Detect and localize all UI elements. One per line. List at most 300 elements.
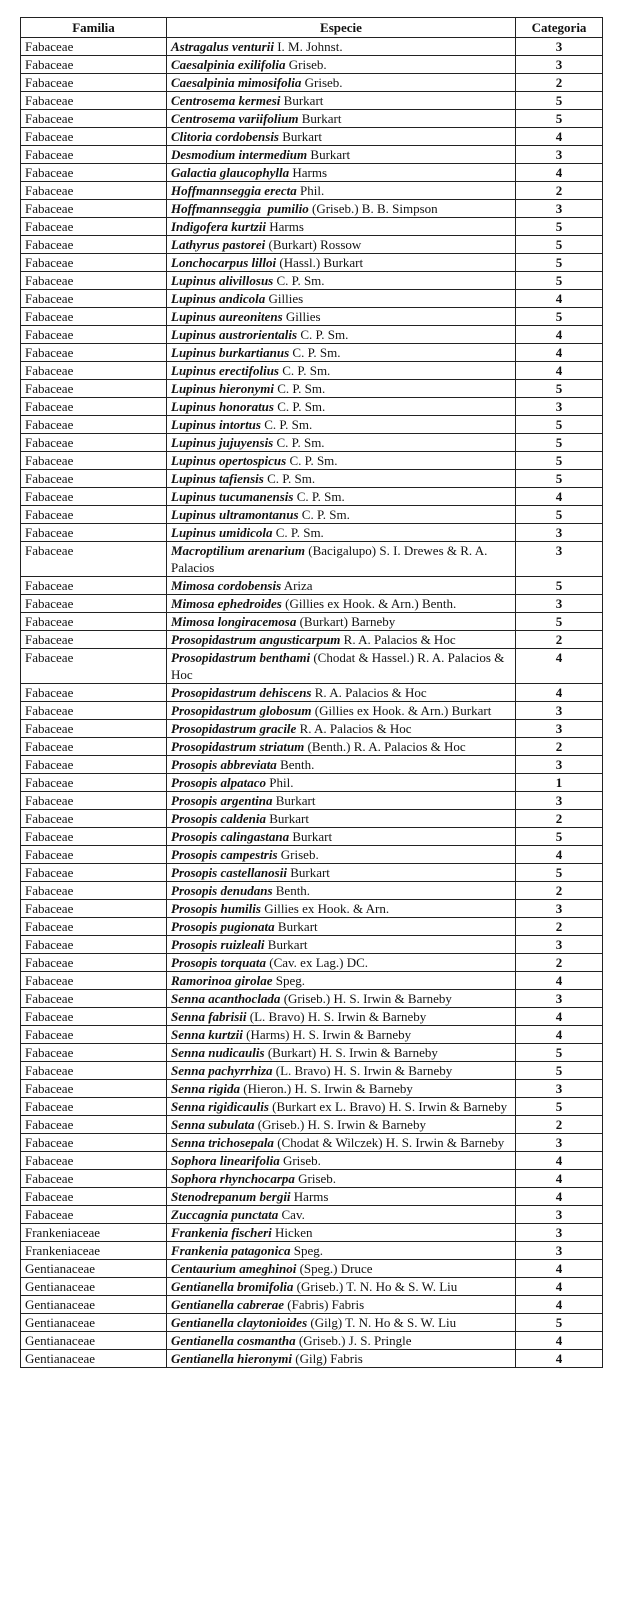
cell-familia: Fabaceae	[21, 792, 167, 810]
species-name: Lupinus erectifolius	[171, 363, 279, 378]
cell-categoria: 3	[516, 702, 603, 720]
cell-categoria: 4	[516, 362, 603, 380]
cell-familia: Fabaceae	[21, 200, 167, 218]
cell-especie	[167, 38, 516, 56]
cell-especie	[167, 362, 516, 380]
species-author: Speg.	[272, 973, 305, 988]
table-row	[21, 326, 603, 344]
species-name: Prosopis pugionata	[171, 919, 275, 934]
table-row	[21, 398, 603, 416]
cell-categoria: 4	[516, 649, 603, 684]
table-row	[21, 1116, 603, 1134]
cell-categoria: 3	[516, 524, 603, 542]
table-row	[21, 218, 603, 236]
table-row	[21, 380, 603, 398]
cell-especie	[167, 774, 516, 792]
cell-familia: Gentianaceae	[21, 1278, 167, 1296]
cell-especie	[167, 92, 516, 110]
table-row	[21, 200, 603, 218]
cell-familia: Fabaceae	[21, 272, 167, 290]
species-author: (Griseb.) B. B. Simpson	[308, 201, 438, 216]
table-row	[21, 254, 603, 272]
cell-categoria: 2	[516, 74, 603, 92]
cell-familia: Fabaceae	[21, 56, 167, 74]
cell-categoria: 4	[516, 1278, 603, 1296]
table-row	[21, 720, 603, 738]
cell-familia: Fabaceae	[21, 882, 167, 900]
table-row	[21, 1296, 603, 1314]
species-author: R. A. Palacios & Hoc	[311, 685, 427, 700]
species-author: C. P. Sm.	[273, 399, 326, 414]
table-row	[21, 1008, 603, 1026]
species-author: (Burkart) H. S. Irwin & Barneby	[264, 1045, 438, 1060]
cell-especie	[167, 1152, 516, 1170]
cell-familia: Fabaceae	[21, 182, 167, 200]
species-name: Senna trichosepala	[171, 1135, 274, 1150]
cell-especie	[167, 1278, 516, 1296]
cell-familia: Fabaceae	[21, 649, 167, 684]
species-author: Gillies	[265, 291, 304, 306]
cell-especie	[167, 506, 516, 524]
table-row	[21, 810, 603, 828]
species-name: Astragalus venturii	[171, 39, 274, 54]
cell-familia: Fabaceae	[21, 1116, 167, 1134]
cell-especie	[167, 542, 516, 577]
species-author: Burkart	[265, 811, 309, 826]
species-author: (Gilg) Fabris	[291, 1351, 363, 1366]
species-name: Prosopidastrum gracile	[171, 721, 297, 736]
cell-categoria: 4	[516, 326, 603, 344]
cell-familia: Fabaceae	[21, 164, 167, 182]
table-row	[21, 684, 603, 702]
species-author: R. A. Palacios & Hoc	[296, 721, 412, 736]
cell-especie	[167, 164, 516, 182]
species-author: (Speg.) Druce	[296, 1261, 373, 1276]
species-author: C. P. Sm.	[273, 273, 325, 288]
cell-especie	[167, 1206, 516, 1224]
cell-categoria: 5	[516, 254, 603, 272]
cell-categoria: 5	[516, 308, 603, 326]
species-author: Griseb.	[294, 1171, 337, 1186]
cell-categoria: 5	[516, 1062, 603, 1080]
cell-especie	[167, 972, 516, 990]
cell-familia: Fabaceae	[21, 254, 167, 272]
species-name: Prosopis abbreviata	[171, 757, 277, 772]
table-row	[21, 308, 603, 326]
cell-categoria: 5	[516, 506, 603, 524]
table-row	[21, 882, 603, 900]
species-name: Senna acanthoclada	[171, 991, 281, 1006]
species-name: Prosopis ruizleali	[171, 937, 265, 952]
cell-familia: Fabaceae	[21, 702, 167, 720]
cell-familia: Fabaceae	[21, 344, 167, 362]
table-row	[21, 954, 603, 972]
table-row	[21, 182, 603, 200]
cell-categoria: 4	[516, 684, 603, 702]
cell-especie	[167, 380, 516, 398]
species-name: Lupinus intortus	[171, 417, 261, 432]
cell-categoria: 5	[516, 452, 603, 470]
species-name: Macroptilium arenarium	[171, 543, 305, 558]
cell-especie	[167, 1134, 516, 1152]
cell-categoria: 4	[516, 846, 603, 864]
species-author: (Bacigalupo) S. I. Drewes & R. A. Palacios	[171, 543, 488, 575]
species-name: Lupinus tafiensis	[171, 471, 264, 486]
species-name: Prosopidastrum striatum	[171, 739, 305, 754]
cell-categoria: 4	[516, 1188, 603, 1206]
species-name: Gentianella cosmantha	[171, 1333, 296, 1348]
table-row	[21, 1332, 603, 1350]
cell-familia: Fabaceae	[21, 756, 167, 774]
table-row	[21, 1350, 603, 1368]
cell-familia: Fabaceae	[21, 595, 167, 613]
cell-familia: Fabaceae	[21, 218, 167, 236]
species-name: Galactia glaucophylla	[171, 165, 290, 180]
cell-familia: Fabaceae	[21, 290, 167, 308]
table-row	[21, 1044, 603, 1062]
cell-familia: Fabaceae	[21, 954, 167, 972]
cell-categoria: 3	[516, 38, 603, 56]
species-name: Lupinus jujuyensis	[171, 435, 274, 450]
cell-especie	[167, 182, 516, 200]
species-author: R. A. Palacios & Hoc	[340, 632, 456, 647]
table-row	[21, 1026, 603, 1044]
cell-especie	[167, 1296, 516, 1314]
species-name: Senna pachyrrhiza	[171, 1063, 273, 1078]
cell-categoria: 3	[516, 792, 603, 810]
cell-categoria: 2	[516, 631, 603, 649]
table-row	[21, 128, 603, 146]
species-name: Zuccagnia punctata	[171, 1207, 279, 1222]
species-name: Clitoria cordobensis	[171, 129, 279, 144]
species-author: Phil.	[265, 775, 294, 790]
table-row	[21, 738, 603, 756]
cell-familia: Fabaceae	[21, 810, 167, 828]
cell-categoria: 3	[516, 146, 603, 164]
cell-especie	[167, 470, 516, 488]
species-author: Gillies	[282, 309, 321, 324]
species-name: Lupinus alivillosus	[171, 273, 274, 288]
cell-familia: Gentianaceae	[21, 1260, 167, 1278]
species-author: C. P. Sm.	[293, 489, 345, 504]
species-name: Caesalpinia exilifolia	[171, 57, 286, 72]
species-name: Prosopis castellanosii	[171, 865, 287, 880]
species-author: (Fabris) Fabris	[284, 1297, 365, 1312]
table-row	[21, 1062, 603, 1080]
cell-especie	[167, 398, 516, 416]
cell-categoria: 5	[516, 864, 603, 882]
species-author: Benth.	[276, 757, 315, 772]
table-row	[21, 470, 603, 488]
species-author: C. P. Sm.	[279, 363, 331, 378]
species-name: Prosopis campestris	[171, 847, 278, 862]
species-author: (Burkart) Barneby	[296, 614, 396, 629]
species-author: (Gilg) T. N. Ho & S. W. Liu	[307, 1315, 457, 1330]
table-row	[21, 542, 603, 577]
species-name: Mimosa ephedroides	[171, 596, 282, 611]
species-author: C. P. Sm.	[272, 525, 324, 540]
cell-especie	[167, 954, 516, 972]
species-author: Phil.	[296, 183, 325, 198]
table-row	[21, 416, 603, 434]
cell-especie	[167, 846, 516, 864]
cell-especie	[167, 1332, 516, 1350]
species-name: Hoffmannseggia pumilio	[171, 201, 309, 216]
cell-especie	[167, 1188, 516, 1206]
cell-especie	[167, 720, 516, 738]
cell-especie	[167, 146, 516, 164]
cell-especie	[167, 236, 516, 254]
cell-familia: Frankeniaceae	[21, 1242, 167, 1260]
cell-categoria: 5	[516, 218, 603, 236]
species-name: Stenodrepanum bergii	[171, 1189, 291, 1204]
species-author: (Benth.) R. A. Palacios & Hoc	[304, 739, 466, 754]
species-name: Lonchocarpus lilloi	[171, 255, 277, 270]
species-author: (Griseb.) H. S. Irwin & Barneby	[254, 1117, 426, 1132]
cell-especie	[167, 1044, 516, 1062]
cell-categoria: 3	[516, 398, 603, 416]
cell-categoria: 3	[516, 720, 603, 738]
species-name: Desmodium intermedium	[171, 147, 308, 162]
cell-especie	[167, 756, 516, 774]
cell-familia: Fabaceae	[21, 146, 167, 164]
cell-categoria: 2	[516, 810, 603, 828]
cell-especie	[167, 1260, 516, 1278]
species-author: C. P. Sm.	[263, 471, 316, 486]
cell-especie	[167, 272, 516, 290]
species-name: Sophora rhynchocarpa	[171, 1171, 295, 1186]
table-row	[21, 774, 603, 792]
species-name: Lathyrus pastorei	[171, 237, 266, 252]
cell-categoria: 4	[516, 128, 603, 146]
species-name: Mimosa cordobensis	[171, 578, 282, 593]
table-row	[21, 38, 603, 56]
cell-familia: Fabaceae	[21, 846, 167, 864]
species-name: Prosopidastrum dehiscens	[171, 685, 312, 700]
cell-especie	[167, 684, 516, 702]
species-author: Burkart	[289, 829, 333, 844]
cell-familia: Fabaceae	[21, 1206, 167, 1224]
table-row	[21, 1080, 603, 1098]
cell-familia: Fabaceae	[21, 1170, 167, 1188]
cell-familia: Fabaceae	[21, 774, 167, 792]
cell-familia: Fabaceae	[21, 110, 167, 128]
cell-categoria: 3	[516, 900, 603, 918]
species-name: Senna nudicaulis	[171, 1045, 265, 1060]
species-author: Griseb.	[301, 75, 343, 90]
cell-familia: Fabaceae	[21, 738, 167, 756]
species-author: (Hassl.) Burkart	[276, 255, 364, 270]
table-row	[21, 1242, 603, 1260]
table-header-row	[21, 18, 603, 38]
table-row	[21, 631, 603, 649]
species-name: Gentianella hieronymi	[171, 1351, 292, 1366]
cell-categoria: 3	[516, 1242, 603, 1260]
species-author: Burkart	[286, 865, 330, 880]
cell-familia: Fabaceae	[21, 308, 167, 326]
cell-familia: Fabaceae	[21, 1026, 167, 1044]
table-row	[21, 290, 603, 308]
cell-categoria: 2	[516, 882, 603, 900]
cell-familia: Fabaceae	[21, 74, 167, 92]
species-author: (Burkart) Rossow	[265, 237, 362, 252]
cell-especie	[167, 936, 516, 954]
species-name: Lupinus andicola	[171, 291, 266, 306]
cell-especie	[167, 254, 516, 272]
cell-especie	[167, 828, 516, 846]
cell-familia: Gentianaceae	[21, 1332, 167, 1350]
table-row	[21, 900, 603, 918]
species-name: Prosopidastrum angusticarpum	[171, 632, 341, 647]
species-author: Ariza	[281, 578, 313, 593]
table-row	[21, 936, 603, 954]
species-name: Sophora linearifolia	[171, 1153, 280, 1168]
species-author: C. P. Sm.	[273, 381, 326, 396]
species-name: Senna rigidicaulis	[171, 1099, 269, 1114]
table-row	[21, 828, 603, 846]
cell-categoria: 4	[516, 1008, 603, 1026]
species-author: Burkart	[272, 793, 316, 808]
species-author: (Harms) H. S. Irwin & Barneby	[242, 1027, 412, 1042]
cell-especie	[167, 577, 516, 595]
species-author: (L. Bravo) H. S. Irwin & Barneby	[272, 1063, 453, 1078]
table-row	[21, 864, 603, 882]
cell-familia: Fabaceae	[21, 684, 167, 702]
table-row	[21, 1188, 603, 1206]
cell-familia: Gentianaceae	[21, 1350, 167, 1368]
species-name: Lupinus burkartianus	[171, 345, 290, 360]
cell-categoria: 3	[516, 56, 603, 74]
cell-familia: Fabaceae	[21, 326, 167, 344]
cell-especie	[167, 434, 516, 452]
cell-familia: Fabaceae	[21, 92, 167, 110]
cell-categoria: 4	[516, 164, 603, 182]
species-name: Gentianella claytonioides	[171, 1315, 308, 1330]
cell-familia: Fabaceae	[21, 720, 167, 738]
cell-familia: Fabaceae	[21, 936, 167, 954]
species-author: (Griseb.) T. N. Ho & S. W. Liu	[293, 1279, 458, 1294]
cell-familia: Fabaceae	[21, 128, 167, 146]
species-author: (Hieron.) H. S. Irwin & Barneby	[240, 1081, 413, 1096]
species-name: Lupinus opertospicus	[171, 453, 287, 468]
cell-categoria: 5	[516, 577, 603, 595]
cell-categoria: 5	[516, 416, 603, 434]
species-author: (Chodat & Wilczek) H. S. Irwin & Barneby	[273, 1135, 505, 1150]
cell-especie	[167, 416, 516, 434]
species-name: Prosopis caldenia	[171, 811, 266, 826]
species-name: Senna rigida	[171, 1081, 240, 1096]
cell-categoria: 3	[516, 200, 603, 218]
species-author: (Griseb.) J. S. Pringle	[295, 1333, 412, 1348]
cell-categoria: 4	[516, 1170, 603, 1188]
species-author: (Gillies ex Hook. & Arn.) Benth.	[281, 596, 457, 611]
table-row	[21, 524, 603, 542]
cell-familia: Fabaceae	[21, 1134, 167, 1152]
table-row	[21, 990, 603, 1008]
species-name: Mimosa longiracemosa	[171, 614, 297, 629]
species-author: (Burkart ex L. Bravo) H. S. Irwin & Barneby	[268, 1099, 508, 1114]
species-name: Indigofera kurtzii	[171, 219, 266, 234]
species-name: Prosopis argentina	[171, 793, 273, 808]
table-row	[21, 846, 603, 864]
species-name: Caesalpinia mimosifolia	[171, 75, 302, 90]
species-author: C. P. Sm.	[289, 345, 341, 360]
table-row	[21, 972, 603, 990]
species-author: (Cav. ex Lag.) DC.	[266, 955, 369, 970]
cell-categoria: 3	[516, 1206, 603, 1224]
cell-categoria: 3	[516, 936, 603, 954]
cell-familia: Fabaceae	[21, 434, 167, 452]
cell-familia: Fabaceae	[21, 362, 167, 380]
table-row	[21, 702, 603, 720]
table-body	[21, 38, 603, 1368]
cell-especie	[167, 1062, 516, 1080]
table-row	[21, 1224, 603, 1242]
species-name: Senna subulata	[171, 1117, 255, 1132]
species-name: Lupinus aureonitens	[171, 309, 283, 324]
cell-categoria: 2	[516, 1116, 603, 1134]
table-row	[21, 918, 603, 936]
cell-categoria: 5	[516, 1044, 603, 1062]
species-name: Lupinus tucumanensis	[171, 489, 294, 504]
table-row	[21, 488, 603, 506]
species-author: Griseb.	[279, 1153, 321, 1168]
cell-especie	[167, 110, 516, 128]
cell-especie	[167, 326, 516, 344]
table-row	[21, 1278, 603, 1296]
cell-especie	[167, 488, 516, 506]
cell-especie	[167, 649, 516, 684]
species-name: Centaurium ameghinoi	[171, 1261, 297, 1276]
table-row	[21, 146, 603, 164]
cell-categoria: 4	[516, 1152, 603, 1170]
species-name: Prosopidastrum globosum	[171, 703, 312, 718]
table-row	[21, 110, 603, 128]
species-name: Prosopis calingastana	[171, 829, 290, 844]
species-author: C. P. Sm.	[273, 435, 325, 450]
species-author: (Gillies ex Hook. & Arn.) Burkart	[311, 703, 492, 718]
cell-categoria: 4	[516, 290, 603, 308]
table-row	[21, 74, 603, 92]
cell-familia: Fabaceae	[21, 506, 167, 524]
species-author: Hicken	[271, 1225, 313, 1240]
cell-especie	[167, 290, 516, 308]
species-name: Centrosema kermesi	[171, 93, 281, 108]
cell-categoria: 3	[516, 1224, 603, 1242]
cell-familia: Fabaceae	[21, 470, 167, 488]
species-name: Lupinus umidicola	[171, 525, 273, 540]
table-row	[21, 1260, 603, 1278]
species-author: Harms	[266, 219, 304, 234]
species-author: Griseb.	[285, 57, 327, 72]
table-row	[21, 1098, 603, 1116]
cell-categoria: 4	[516, 1296, 603, 1314]
cell-categoria: 4	[516, 488, 603, 506]
cell-categoria: 2	[516, 182, 603, 200]
cell-especie	[167, 200, 516, 218]
cell-especie	[167, 1008, 516, 1026]
table-row	[21, 595, 603, 613]
cell-especie	[167, 1350, 516, 1368]
cell-familia: Fabaceae	[21, 380, 167, 398]
species-author: C. P. Sm.	[260, 417, 313, 432]
header-familia: Familia	[21, 18, 167, 38]
cell-familia: Fabaceae	[21, 1062, 167, 1080]
cell-familia: Fabaceae	[21, 1152, 167, 1170]
species-name: Hoffmannseggia erecta	[171, 183, 297, 198]
cell-categoria: 4	[516, 972, 603, 990]
cell-especie	[167, 900, 516, 918]
